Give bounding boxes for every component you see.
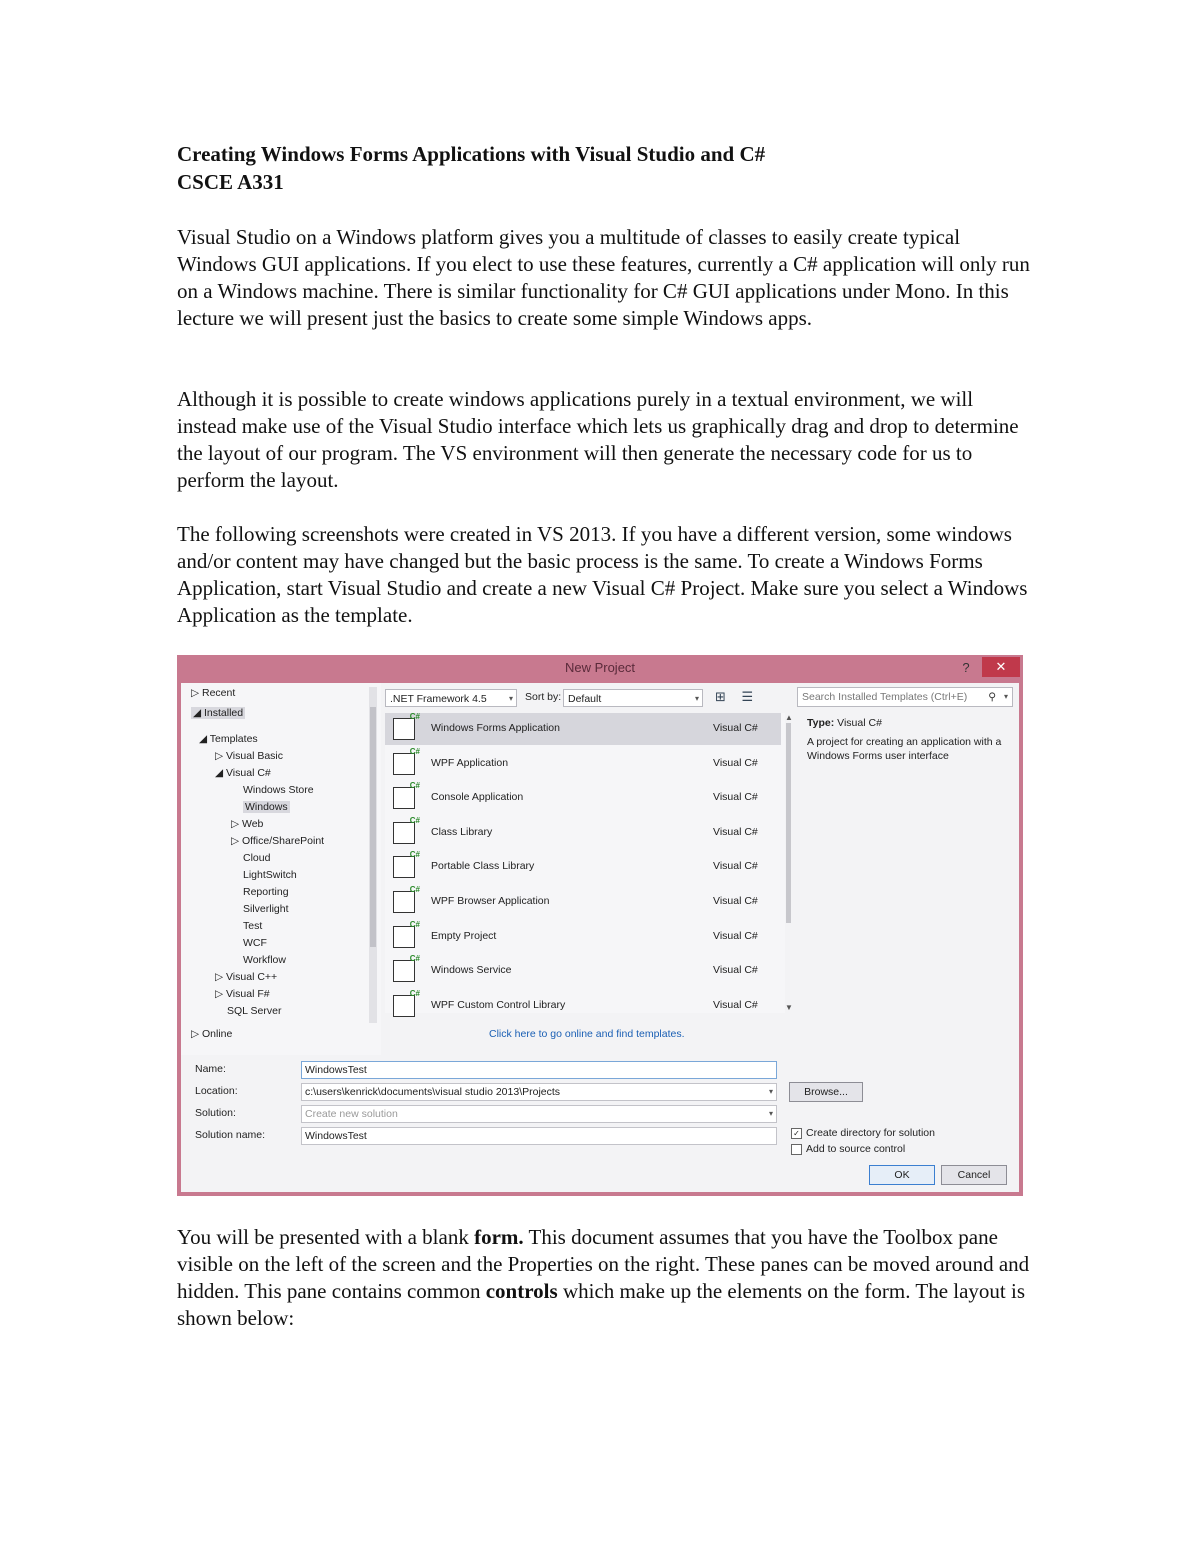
sort-label: Sort by: [525,691,562,703]
document-title [177,140,765,196]
template-list-scrollbar[interactable] [785,713,793,1013]
solution-value: Create new solution [305,1108,398,1120]
template-language: Visual C# [713,791,758,804]
tree-item[interactable]: Reporting [243,886,289,898]
close-icon[interactable]: ✕ [982,657,1020,677]
solution-name-input[interactable]: WindowsTest [301,1127,777,1145]
framework-select[interactable] [385,689,517,707]
paragraph-2: Although it is possible to create windows applications purely in a textual environment, we will instead make use of the Visual Studio interface which lets us graphically drag and drop to determine the layout of our program. The VS environment will then generate the necessary code for us to perform the layout. [177,387,1019,492]
location-label: Location: [195,1085,238,1097]
template-name: Console Application [431,791,524,804]
framework-value: .NET Framework 4.5 [390,693,487,705]
search-icon: ⚲ [988,691,996,703]
tree-item[interactable]: LightSwitch [243,869,297,881]
tree-item[interactable]: Silverlight [243,903,289,915]
template-row[interactable] [385,748,781,780]
new-project-dialog-screenshot [177,655,1023,1196]
template-row[interactable] [385,886,781,918]
paragraph-4-text-e: which make up the elements on the form. The layout is shown below: [177,1279,1026,1330]
template-row[interactable] [385,990,781,1022]
template-icon: C# [393,718,415,740]
template-row[interactable] [385,955,781,987]
cancel-button[interactable]: Cancel [941,1165,1007,1185]
template-description: A project for creating an application with a Windows Forms user interface [807,736,1002,762]
tree-item[interactable]: WCF [243,937,267,949]
template-row[interactable] [385,713,781,745]
template-tree [181,683,381,1059]
template-name: Windows Forms Application [431,722,560,734]
tree-item[interactable]: ▷ Office/SharePoint [231,835,325,847]
tree-item[interactable]: Workflow [243,954,286,966]
template-name: Empty Project [431,929,497,942]
scroll-up-icon[interactable]: ▲ [785,713,793,722]
chevron-down-icon: ▾ [694,694,699,703]
template-name: WPF Application [431,756,509,769]
template-name: WPF Custom Control Library [431,998,566,1011]
view-mode-icons[interactable]: ⊞ ☰ [715,689,760,704]
template-icon: C# [393,960,415,982]
paragraph-4-bold-form: form. [474,1225,524,1249]
template-row[interactable] [385,851,781,883]
dialog-title: New Project [564,660,636,675]
type-value: Visual C# [837,717,882,729]
tree-item[interactable]: ◢ Visual C# [215,767,271,779]
template-name: Class Library [431,825,493,838]
template-language: Visual C# [713,756,758,769]
template-icon: C# [393,995,415,1017]
tree-item[interactable]: ▷ Visual C++ [215,971,278,983]
dialog-body [181,683,1019,1192]
help-icon[interactable]: ? [962,660,970,675]
template-row[interactable] [385,782,781,814]
paragraph-4-text-c: This document assumes that you have the Toolbox pane visible on the left of the screen and the Properties on the right. These panes can be moved around and hidden. This pane contains common [177,1225,1030,1303]
template-name: WPF Browser Application [431,895,550,907]
chevron-down-icon: ▾ [508,694,513,703]
template-toolbar [385,689,785,709]
paragraph-4-bold-controls: controls [485,1279,558,1303]
tree-item[interactable]: ▷ Visual F# [215,988,270,1000]
solution-select[interactable] [301,1105,777,1123]
search-placeholder: Search Installed Templates (Ctrl+E) [802,691,968,703]
template-language: Visual C# [713,964,758,977]
online-templates-link[interactable]: Click here to go online and find templates. [489,1028,685,1040]
location-value: c:\users\kenrick\documents\visual studio 2013\Projects [305,1086,561,1098]
template-icon: C# [393,891,415,913]
ok-button[interactable]: OK [869,1165,935,1185]
paragraph-4 [177,1224,1037,1332]
create-directory-checkbox[interactable] [791,1127,935,1139]
sort-select[interactable] [563,689,703,707]
template-language: Visual C# [713,825,758,838]
template-name: Portable Class Library [431,860,535,873]
scroll-down-icon[interactable]: ▼ [785,1003,793,1012]
tree-item[interactable]: ▷ Web [231,818,264,830]
chevron-down-icon: ▾ [768,1087,773,1096]
tree-scrollbar[interactable] [369,687,377,1023]
template-icon: C# [393,926,415,948]
tree-item[interactable]: ▷ Recent [191,687,236,699]
solution-name-label: Solution name: [195,1129,266,1141]
template-language: Visual C# [713,860,758,873]
chevron-down-icon: ▾ [768,1109,773,1118]
template-language: Visual C# [713,998,758,1011]
project-settings [181,1055,1019,1192]
tree-item[interactable]: Windows Store [243,784,314,796]
paragraph-4-text-a: You will be presented with a blank [177,1225,475,1249]
create-directory-label: Create directory for solution [806,1127,935,1139]
source-control-checkbox[interactable] [791,1143,905,1155]
title-line-2: CSCE A331 [177,170,284,194]
template-language: Visual C# [713,929,758,942]
search-templates-input[interactable] [797,687,1013,707]
template-name: Windows Service [431,964,512,977]
browse-button[interactable]: Browse... [789,1082,863,1102]
template-info-panel [807,717,1013,763]
paragraph-3: The following screenshots were created in VS 2013. If you have a different version, some windows and/or content may have changed but the basic process is the same. To create a Windows Forms Application, start Visual Studio and create a new Visual C# Project. Make sure you select a Windows Application as the template. [177,522,1028,627]
tree-item[interactable]: ▷ Online [191,1028,233,1040]
template-icon: C# [393,822,415,844]
type-label: Type: [807,717,835,729]
chevron-down-icon: ▾ [1003,692,1008,701]
tree-item[interactable]: ▷ Visual Basic [215,750,283,762]
solution-label: Solution: [195,1107,236,1119]
template-icon: C# [393,787,415,809]
template-language: Visual C# [713,895,758,907]
template-row[interactable] [385,817,781,849]
paragraph-1: Visual Studio on a Windows platform gives you a multitude of classes to easily create typical Windows GUI applications. If you elect to use these features, currently a C# application will only run on a Windows machine. There is similar functionality for C# GUI applications under Mono. In this lecture we will present just the basics to create some simple Windows apps. [177,225,1030,330]
title-line-1: Creating Windows Forms Applications with Visual Studio and C# [177,142,766,166]
tree-item[interactable]: ◢ Installed [193,707,244,719]
name-input[interactable]: WindowsTest [301,1061,777,1079]
checkmark-icon: ✓ [791,1128,802,1139]
template-language: Visual C# [713,722,758,734]
tree-item[interactable]: Windows [245,801,288,813]
tree-item[interactable]: Test [243,920,263,932]
template-icon: C# [393,753,415,775]
name-label: Name: [195,1063,226,1075]
template-list [385,713,785,1013]
template-row[interactable] [385,921,781,953]
template-icon: C# [393,856,415,878]
tree-item[interactable]: SQL Server [227,1005,282,1017]
sort-value: Default [568,693,602,705]
source-control-label: Add to source control [806,1143,906,1155]
location-input[interactable] [301,1083,777,1101]
tree-item[interactable]: Cloud [243,852,271,864]
tree-item[interactable]: ◢ Templates [199,733,258,745]
